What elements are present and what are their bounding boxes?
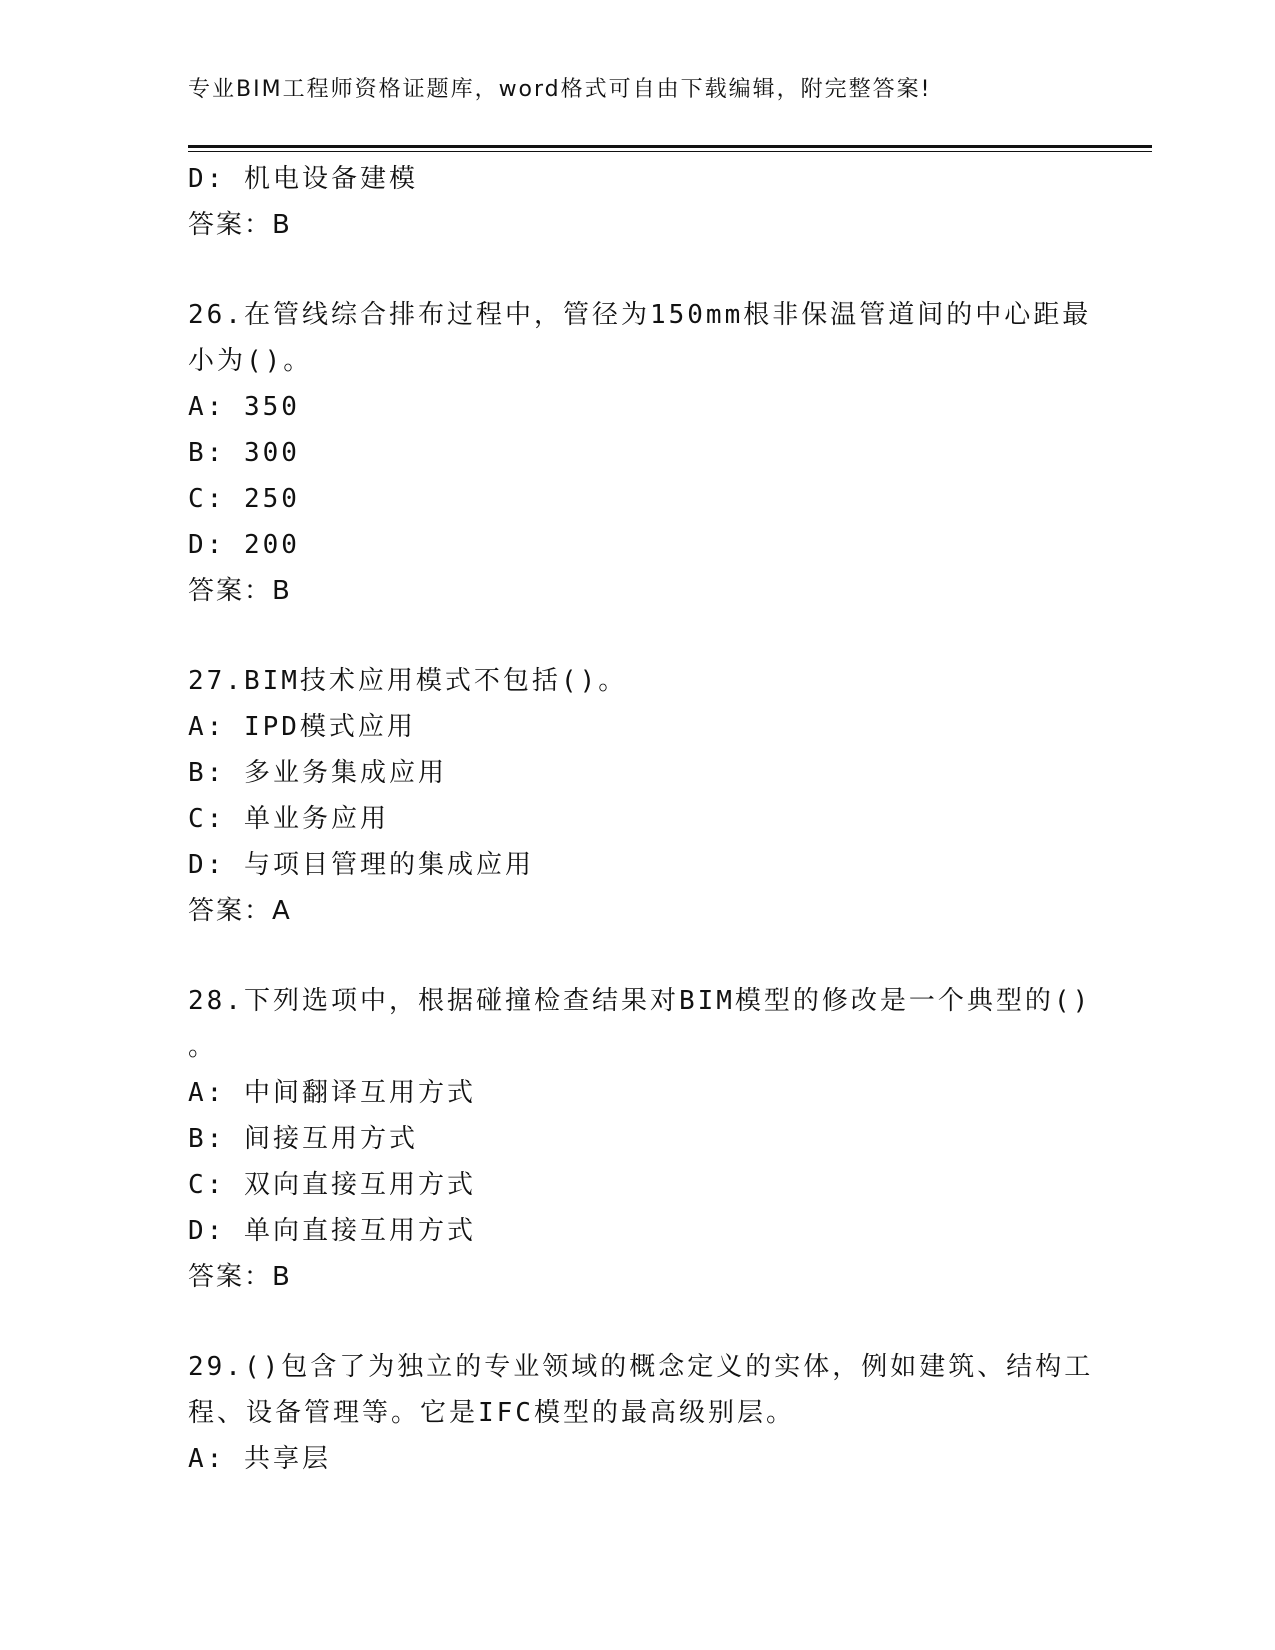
answer: 答案：A xyxy=(188,896,292,926)
option-c: C: 250 xyxy=(188,484,300,514)
question-25-tail xyxy=(188,156,1088,248)
question-stem: 26.在管线综合排布过程中，管径为150mm根非保温管道间的中心距最 xyxy=(188,300,1092,330)
document-body xyxy=(188,156,1094,1482)
question-29 xyxy=(188,1344,1094,1482)
question-stem: 29.()包含了为独立的专业领域的概念定义的实体，例如建筑、结构工 xyxy=(188,1352,1094,1382)
option-d: D: 200 xyxy=(188,530,300,560)
header-rule-thin xyxy=(188,151,1152,152)
option-b: B: 间接互用方式 xyxy=(188,1124,418,1154)
answer: 答案：B xyxy=(188,1262,292,1292)
question-stem: 27.BIM技术应用模式不包括()。 xyxy=(188,666,628,696)
option-d: D: 与项目管理的集成应用 xyxy=(188,850,534,880)
answer: 答案：B xyxy=(188,210,292,240)
option-c: C: 双向直接互用方式 xyxy=(188,1170,476,1200)
question-stem-continued: 程、设备管理等。它是IFC模型的最高级别层。 xyxy=(188,1398,795,1428)
question-27 xyxy=(188,658,1088,934)
option-a: A: IPD模式应用 xyxy=(188,712,416,742)
question-stem-continued: 。 xyxy=(188,1032,218,1062)
option-c: C: 单业务应用 xyxy=(188,804,389,834)
answer: 答案：B xyxy=(188,576,292,606)
option-b: B: 多业务集成应用 xyxy=(188,758,447,788)
question-26 xyxy=(188,292,1092,614)
question-28 xyxy=(188,978,1092,1300)
option-d: D: 机电设备建模 xyxy=(188,164,418,194)
question-stem-continued: 小为()。 xyxy=(188,346,313,376)
page-header: 专业BIM工程师资格证题库，word格式可自由下载编辑，附完整答案! xyxy=(188,77,932,102)
header-rule-thick xyxy=(188,145,1152,148)
option-a: A: 中间翻译互用方式 xyxy=(188,1078,476,1108)
option-d: D: 单向直接互用方式 xyxy=(188,1216,476,1246)
question-stem: 28.下列选项中，根据碰撞检查结果对BIM模型的修改是一个典型的() xyxy=(188,986,1092,1016)
option-a: A: 350 xyxy=(188,392,300,422)
option-b: B: 300 xyxy=(188,438,300,468)
option-a: A: 共享层 xyxy=(188,1444,331,1474)
